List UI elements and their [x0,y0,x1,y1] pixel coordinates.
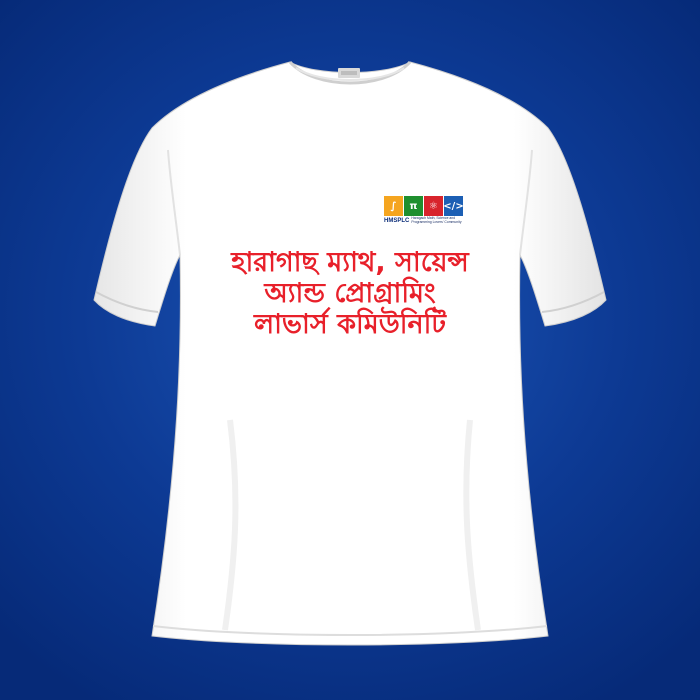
tshirt-body [94,62,606,645]
atom-icon: ⚛ [424,196,443,216]
code-icon: </> [444,196,463,216]
logo-brand-subtitle [411,217,461,224]
print-line-2: অ্যান্ড প্রোগ্রামিং [264,278,436,309]
pi-icon: π [404,196,423,216]
logo-subtitle-line-2: Programming Lovers' Community [411,219,462,224]
shirt-print-text [150,247,550,340]
community-logo [384,196,464,228]
calculus-icon: ∫ [384,196,403,216]
print-line-3: লাভার্স কমিউনিটি [253,309,447,340]
print-line-1: হারাগাছ ম্যাথ, সায়েন্স [231,247,469,278]
logo-subtitle-line-1: Haragach Math, Science and [411,216,456,220]
logo-brand-name: HMSPLC [384,217,410,224]
